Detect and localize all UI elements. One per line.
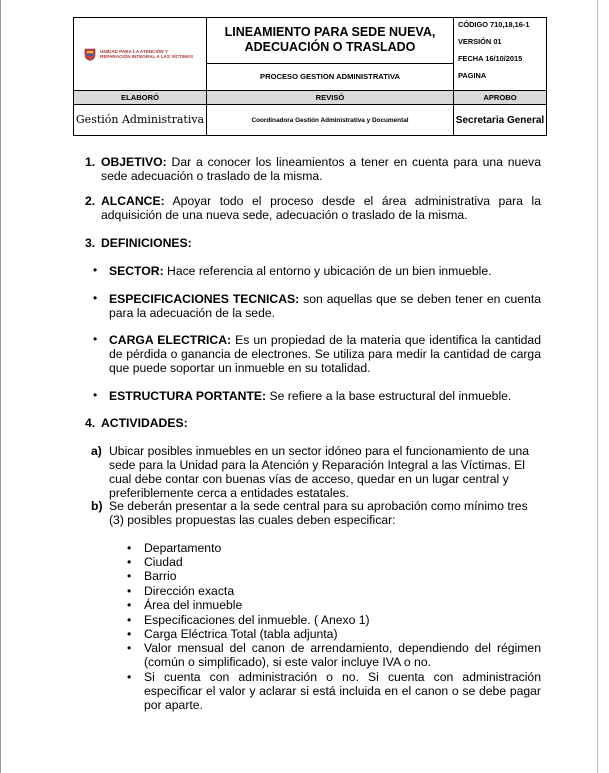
definition-text: Es un propiedad de la materia que identifica la cantidad de pérdida o ganancia de electrones. Se utiliza para medir la cantidad de carga que puede soportar un inmueble en su totalidad. — [109, 333, 541, 375]
elaboro-value: Gestión Administrativa — [74, 105, 207, 136]
bullet-icon: • — [127, 584, 132, 598]
list-item: Ciudad — [144, 555, 183, 569]
bullet-icon: • — [93, 291, 98, 305]
list-item: Departamento — [144, 541, 222, 555]
document-date: FECHA 16/10/2015 — [458, 54, 523, 63]
activity-text: Ubicar posibles inmuebles en un sector idóneo para el funcionamiento de una sede para la Unidad para la Atención y Reparación Integral a las Víctimas. El cual debe contar con buenas vías de acceso, quedar en un lugar central y preferiblemente cerca a entidades estatales. — [109, 444, 530, 500]
definition-item — [109, 264, 541, 278]
section-label: DEFINICIONES: — [101, 236, 192, 250]
section-text: Dar a conocer los lineamientos a tener en cuenta para una nueva sede adecuación o traslado de la misma. — [101, 155, 541, 183]
section-objetivo — [101, 155, 541, 183]
process-name: PROCESO GESTION ADMINISTRATIVA — [207, 63, 454, 90]
definition-term: ESPECIFICACIONES TECNICAS: — [109, 292, 300, 306]
section-label: ALCANCE: — [101, 194, 165, 208]
definition-item — [109, 389, 541, 403]
bullet-icon: • — [93, 332, 98, 346]
definition-term: CARGA ELECTRICA: — [109, 333, 232, 347]
list-item: Barrio — [144, 569, 177, 583]
definition-term: ESTRUCTURA PORTANTE: — [109, 389, 267, 403]
bullet-icon: • — [127, 541, 132, 555]
aprobo-value: Secretaria General — [454, 105, 547, 136]
section-alcance — [101, 194, 541, 222]
bullet-icon: • — [127, 613, 132, 627]
list-item: Valor mensual del canon de arrendamiento, dependiendo del régimen (común o simplificado), si este valor incluye IVA o no. — [144, 641, 541, 669]
coat-of-arms-icon — [84, 47, 96, 61]
section-number: 2. — [85, 194, 96, 208]
definition-term: SECTOR: — [109, 264, 164, 278]
page-right-edge — [597, 0, 598, 773]
section-number: 3. — [85, 236, 96, 250]
page-left-edge — [0, 0, 1, 773]
definition-item — [109, 333, 541, 375]
section-number: 1. — [85, 155, 96, 169]
section-label: ACTIVIDADES: — [101, 416, 188, 430]
section-number: 4. — [85, 416, 96, 430]
bullet-icon: • — [127, 569, 132, 583]
logo-cell — [74, 18, 207, 91]
list-item: Dirección exacta — [144, 584, 235, 598]
bullet-icon: • — [93, 263, 98, 277]
col-elaboro: ELABORÓ — [74, 91, 207, 105]
list-item: Especificaciones del inmueble. ( Anexo 1) — [144, 613, 370, 627]
reviso-value: Coordinadora Gestión Administrativa y Documental — [207, 105, 454, 136]
definition-text: Se refiere a la base estructural del inmueble. — [266, 389, 512, 403]
list-item: Carga Eléctrica Total (tabla adjunta) — [144, 627, 338, 641]
definition-text: son aquellas que se deben tener en cuenta para la adecuación de la sede. — [109, 292, 541, 320]
document-version: VERSIÓN 01 — [458, 37, 502, 46]
document-page: PAGINA — [458, 71, 487, 80]
bullet-icon: • — [127, 627, 132, 641]
document-metadata — [454, 18, 547, 91]
activity-text: Se deberán presentar a la sede central para su aprobación como mínimo tres (3) posibles propuestas las cuales deben especificar: — [109, 499, 528, 527]
bullet-icon: • — [127, 670, 132, 684]
definition-text: Hace referencia al entorno y ubicación de un bien inmueble. — [163, 264, 492, 278]
activity-label: a) — [91, 444, 102, 458]
document-header-table — [73, 17, 547, 136]
document-code: CÓDIGO 710,18,16-1 — [458, 20, 530, 29]
bullet-icon: • — [127, 555, 132, 569]
list-item: Área del inmueble — [144, 598, 243, 612]
bullet-icon: • — [127, 598, 132, 612]
list-item: Si cuenta con administración o no. Si cuenta con administración especificar el valor y aclarar si está incluida en el canon o se debe pagar por aparte. — [144, 670, 541, 712]
document-title: LINEAMIENTO PARA SEDE NUEVA, ADECUACIÓN O TRASLADO — [207, 18, 454, 64]
section-text: Apoyar todo el proceso desde el área administrativa para la adquisición de una nueva sede, adecuación o traslado de la misma. — [101, 194, 541, 222]
section-label: OBJETIVO: — [101, 155, 167, 169]
col-reviso: REVISÓ — [207, 91, 454, 105]
bullet-icon: • — [93, 388, 98, 402]
definition-item — [109, 292, 541, 320]
bullet-icon: • — [127, 641, 132, 655]
logo-text: UNIDAD PARA LA ATENCIÓN Y REPARACIÓN INTEGRAL A LAS VÍCTIMAS — [100, 48, 194, 59]
activity-label: b) — [91, 499, 103, 513]
col-aprobo: APROBO — [454, 91, 547, 105]
